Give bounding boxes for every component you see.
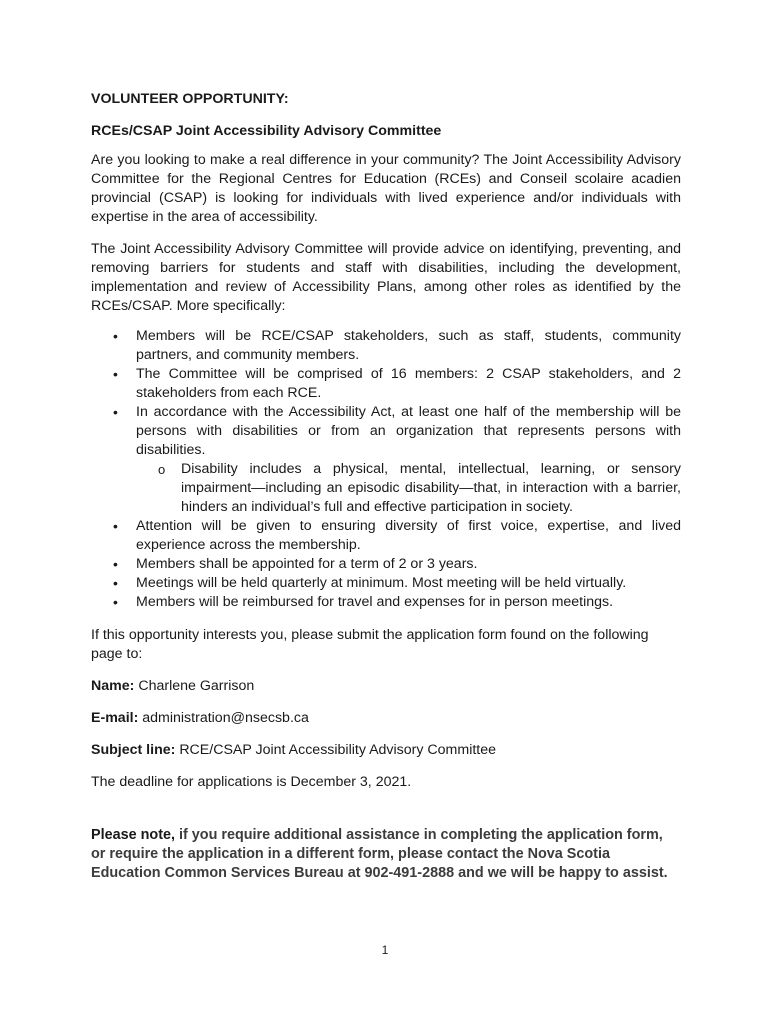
document-page bbox=[91, 90, 681, 883]
purpose-paragraph: The Joint Accessibility Advisory Committee will provide advice on identifying, preventing, and removing barriers for students and staff with disabilities, including the development, implementation and review of Accessibility Plans, among other roles as identified by the RCEs/CSAP. More specifically: bbox=[91, 241, 681, 314]
bullet-icon: • bbox=[113, 556, 118, 572]
list-item: • The Committee will be comprised of 16 members: 2 CSAP stakeholders, and 2 stakeholders from each RCE. bbox=[113, 366, 681, 401]
bullet-icon: • bbox=[113, 366, 118, 382]
list-item: • Meetings will be held quarterly at minimum. Most meeting will be held virtually. bbox=[113, 575, 627, 591]
list-item: • In accordance with the Accessibility Act, at least one half of the membership will be persons with disabilities or from an organization that represents persons with disabilities. o Disability includes a physical, mental, intellectual, learning, or sensory impairment—including an episodic disability—that, in interaction with a barrier, hinders an individual’s full and effective participation in society. bbox=[113, 404, 681, 515]
list-item: • Members will be reimbursed for travel and expenses for in person meetings. bbox=[113, 594, 614, 610]
deadline-text: The deadline for applications is December 3, 2021. bbox=[91, 774, 412, 790]
list-item: • Members shall be appointed for a term of 2 or 3 years. bbox=[113, 556, 478, 572]
bullet-icon: • bbox=[113, 575, 118, 591]
intro-paragraph: Are you looking to make a real difference in your community? The Joint Accessibility Advisory Committee for the Regional Centres for Education (RCEs) and Conseil scolaire acadien provincial (CSAP) is looking for individuals with lived experience and/or individuals with expertise in the area of accessibility. bbox=[91, 152, 681, 225]
contact-subject: Subject line: RCE/CSAP Joint Accessibility Advisory Committee bbox=[91, 742, 497, 758]
email-link[interactable]: administration@nsecsb.ca bbox=[142, 710, 309, 726]
contact-name: Name: Charlene Garrison bbox=[91, 678, 255, 694]
committee-title: RCEs/CSAP Joint Accessibility Advisory Committee bbox=[91, 123, 442, 139]
submit-instructions: If this opportunity interests you, please submit the application form found on the following page to: bbox=[91, 627, 649, 662]
list-item: • Attention will be given to ensuring diversity of first voice, expertise, and lived experience across the membership. bbox=[113, 518, 681, 553]
list-item: • Members will be RCE/CSAP stakeholders, such as staff, students, community partners, and community members. bbox=[113, 328, 681, 363]
assistance-note: Please note, if you require additional assistance in completing the application form, or require the application in a different form, please contact the Nova Scotia Education Common Services Bureau at 902-491-2888 and we will be happy to assist. bbox=[91, 827, 668, 881]
bullet-icon: • bbox=[113, 518, 118, 534]
bullet-icon: • bbox=[113, 594, 118, 610]
contact-email: E-mail: administration@nsecsb.ca bbox=[91, 710, 309, 726]
circle-bullet-icon: o bbox=[158, 462, 166, 477]
page-heading: VOLUNTEER OPPORTUNITY: bbox=[91, 91, 289, 107]
bullet-icon: • bbox=[113, 404, 118, 420]
sub-list bbox=[136, 460, 681, 517]
details-list bbox=[91, 327, 681, 612]
sub-list-item: o Disability includes a physical, mental, intellectual, learning, or sensory impairment—including an episodic disability—that, in interaction with a barrier, hinders an individual’s full and effective participation in society. bbox=[158, 461, 681, 515]
bullet-icon: • bbox=[113, 328, 118, 344]
page-number: 1 bbox=[381, 943, 389, 957]
